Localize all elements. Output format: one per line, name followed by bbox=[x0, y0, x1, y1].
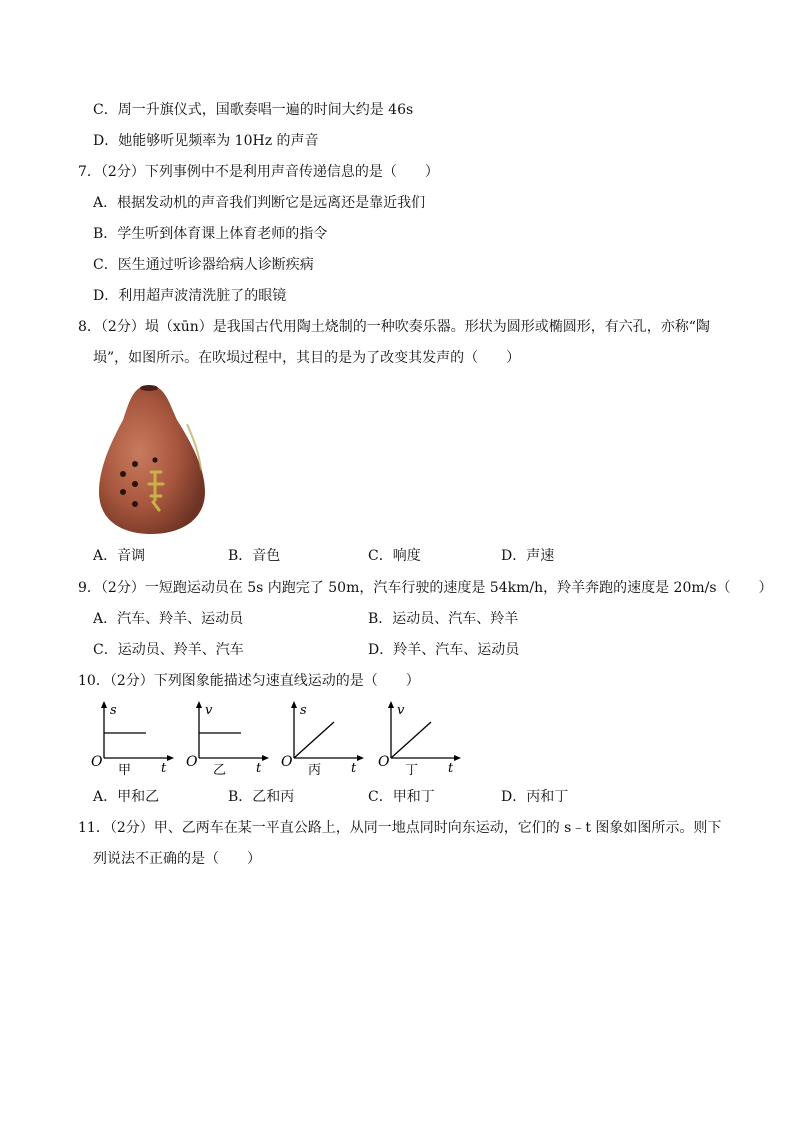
q7-option-c: C．医生通过听诊器给病人诊断疾病 bbox=[93, 257, 314, 273]
graph-jia-x-label: t bbox=[161, 761, 167, 776]
graph-yi bbox=[183, 700, 273, 780]
graph-bing-origin: O bbox=[281, 754, 293, 770]
graph-bing-x-label: t bbox=[351, 761, 357, 776]
graph-yi-origin: O bbox=[186, 754, 198, 770]
graph-ding-y-label: v bbox=[397, 703, 405, 718]
q7-option-a: A．根据发动机的声音我们判断它是远离还是靠近我们 bbox=[93, 195, 426, 211]
graph-yi-name: 乙 bbox=[213, 763, 227, 778]
q9-option-d: D．羚羊、汽车、运动员 bbox=[368, 642, 520, 658]
graph-jia-origin: O bbox=[91, 754, 103, 770]
q9-option-a: A．汽车、羚羊、运动员 bbox=[93, 611, 244, 627]
q8-stem-line2: 埙”，如图所示。在吹埙过程中，其目的是为了改变其发声的（ ） bbox=[93, 350, 521, 366]
graph-jia bbox=[88, 700, 178, 780]
graph-bing-y-label: s bbox=[300, 703, 307, 718]
graph-ding bbox=[375, 700, 465, 780]
q7-stem: 7．（2分）下列事例中不是利用声音传递信息的是（ ） bbox=[78, 164, 439, 180]
q8-option-c: C．响度 bbox=[368, 548, 421, 564]
q7-option-d: D．利用超声波清洗脏了的眼镜 bbox=[93, 288, 287, 304]
q9-stem: 9．（2分）一短跑运动员在 5s 内跑完了 50m，汽车行驶的速度是 54km/h，羚羊奔跑的速度是 20m/s（ ） bbox=[78, 580, 773, 596]
q7-option-b: B．学生听到体育课上体育老师的指令 bbox=[93, 226, 328, 242]
q9-option-c: C．运动员、羚羊、汽车 bbox=[93, 642, 244, 658]
q11-stem-line1: 11．（2分）甲、乙两车在某一平直公路上，从同一地点同时向东运动，它们的 s﹣t 图象如图所示。则下 bbox=[78, 820, 722, 836]
q8-option-d: D．声速 bbox=[501, 548, 555, 564]
q6-option-d: D．她能够听见频率为 10Hz 的声音 bbox=[93, 133, 319, 149]
q10-option-b: B．乙和丙 bbox=[228, 789, 295, 805]
q10-option-d: D．丙和丁 bbox=[501, 789, 569, 805]
q10-option-a: A．甲和乙 bbox=[93, 789, 160, 805]
graph-bing bbox=[278, 700, 368, 780]
graph-jia-name: 甲 bbox=[118, 763, 132, 778]
graph-ding-x-label: t bbox=[448, 761, 454, 776]
q8-option-a: A．音调 bbox=[93, 548, 146, 564]
q8-stem-line1: 8．（2分）埙（xūn）是我国古代用陶土烧制的一种吹奏乐器。形状为圆形或椭圆形，有六孔，亦称“陶 bbox=[78, 319, 710, 335]
graph-jia-y-label: s bbox=[110, 703, 117, 718]
q10-stem: 10．（2分）下列图象能描述匀速直线运动的是（ ） bbox=[78, 673, 420, 689]
graph-yi-y-label: v bbox=[205, 703, 213, 718]
graph-yi-x-label: t bbox=[256, 761, 262, 776]
xun-ocarina-image bbox=[93, 380, 213, 540]
graph-ding-name: 丁 bbox=[405, 763, 419, 778]
q10-option-c: C．甲和丁 bbox=[368, 789, 435, 805]
graph-ding-origin: O bbox=[378, 754, 390, 770]
graph-bing-name: 丙 bbox=[308, 763, 322, 778]
q9-option-b: B．运动员、汽车、羚羊 bbox=[368, 611, 519, 627]
q11-stem-line2: 列说法不正确的是（ ） bbox=[93, 851, 261, 867]
q6-option-c: C．周一升旗仪式，国歌奏唱一遍的时间大约是 46s bbox=[93, 102, 414, 118]
q8-option-b: B．音色 bbox=[228, 548, 281, 564]
